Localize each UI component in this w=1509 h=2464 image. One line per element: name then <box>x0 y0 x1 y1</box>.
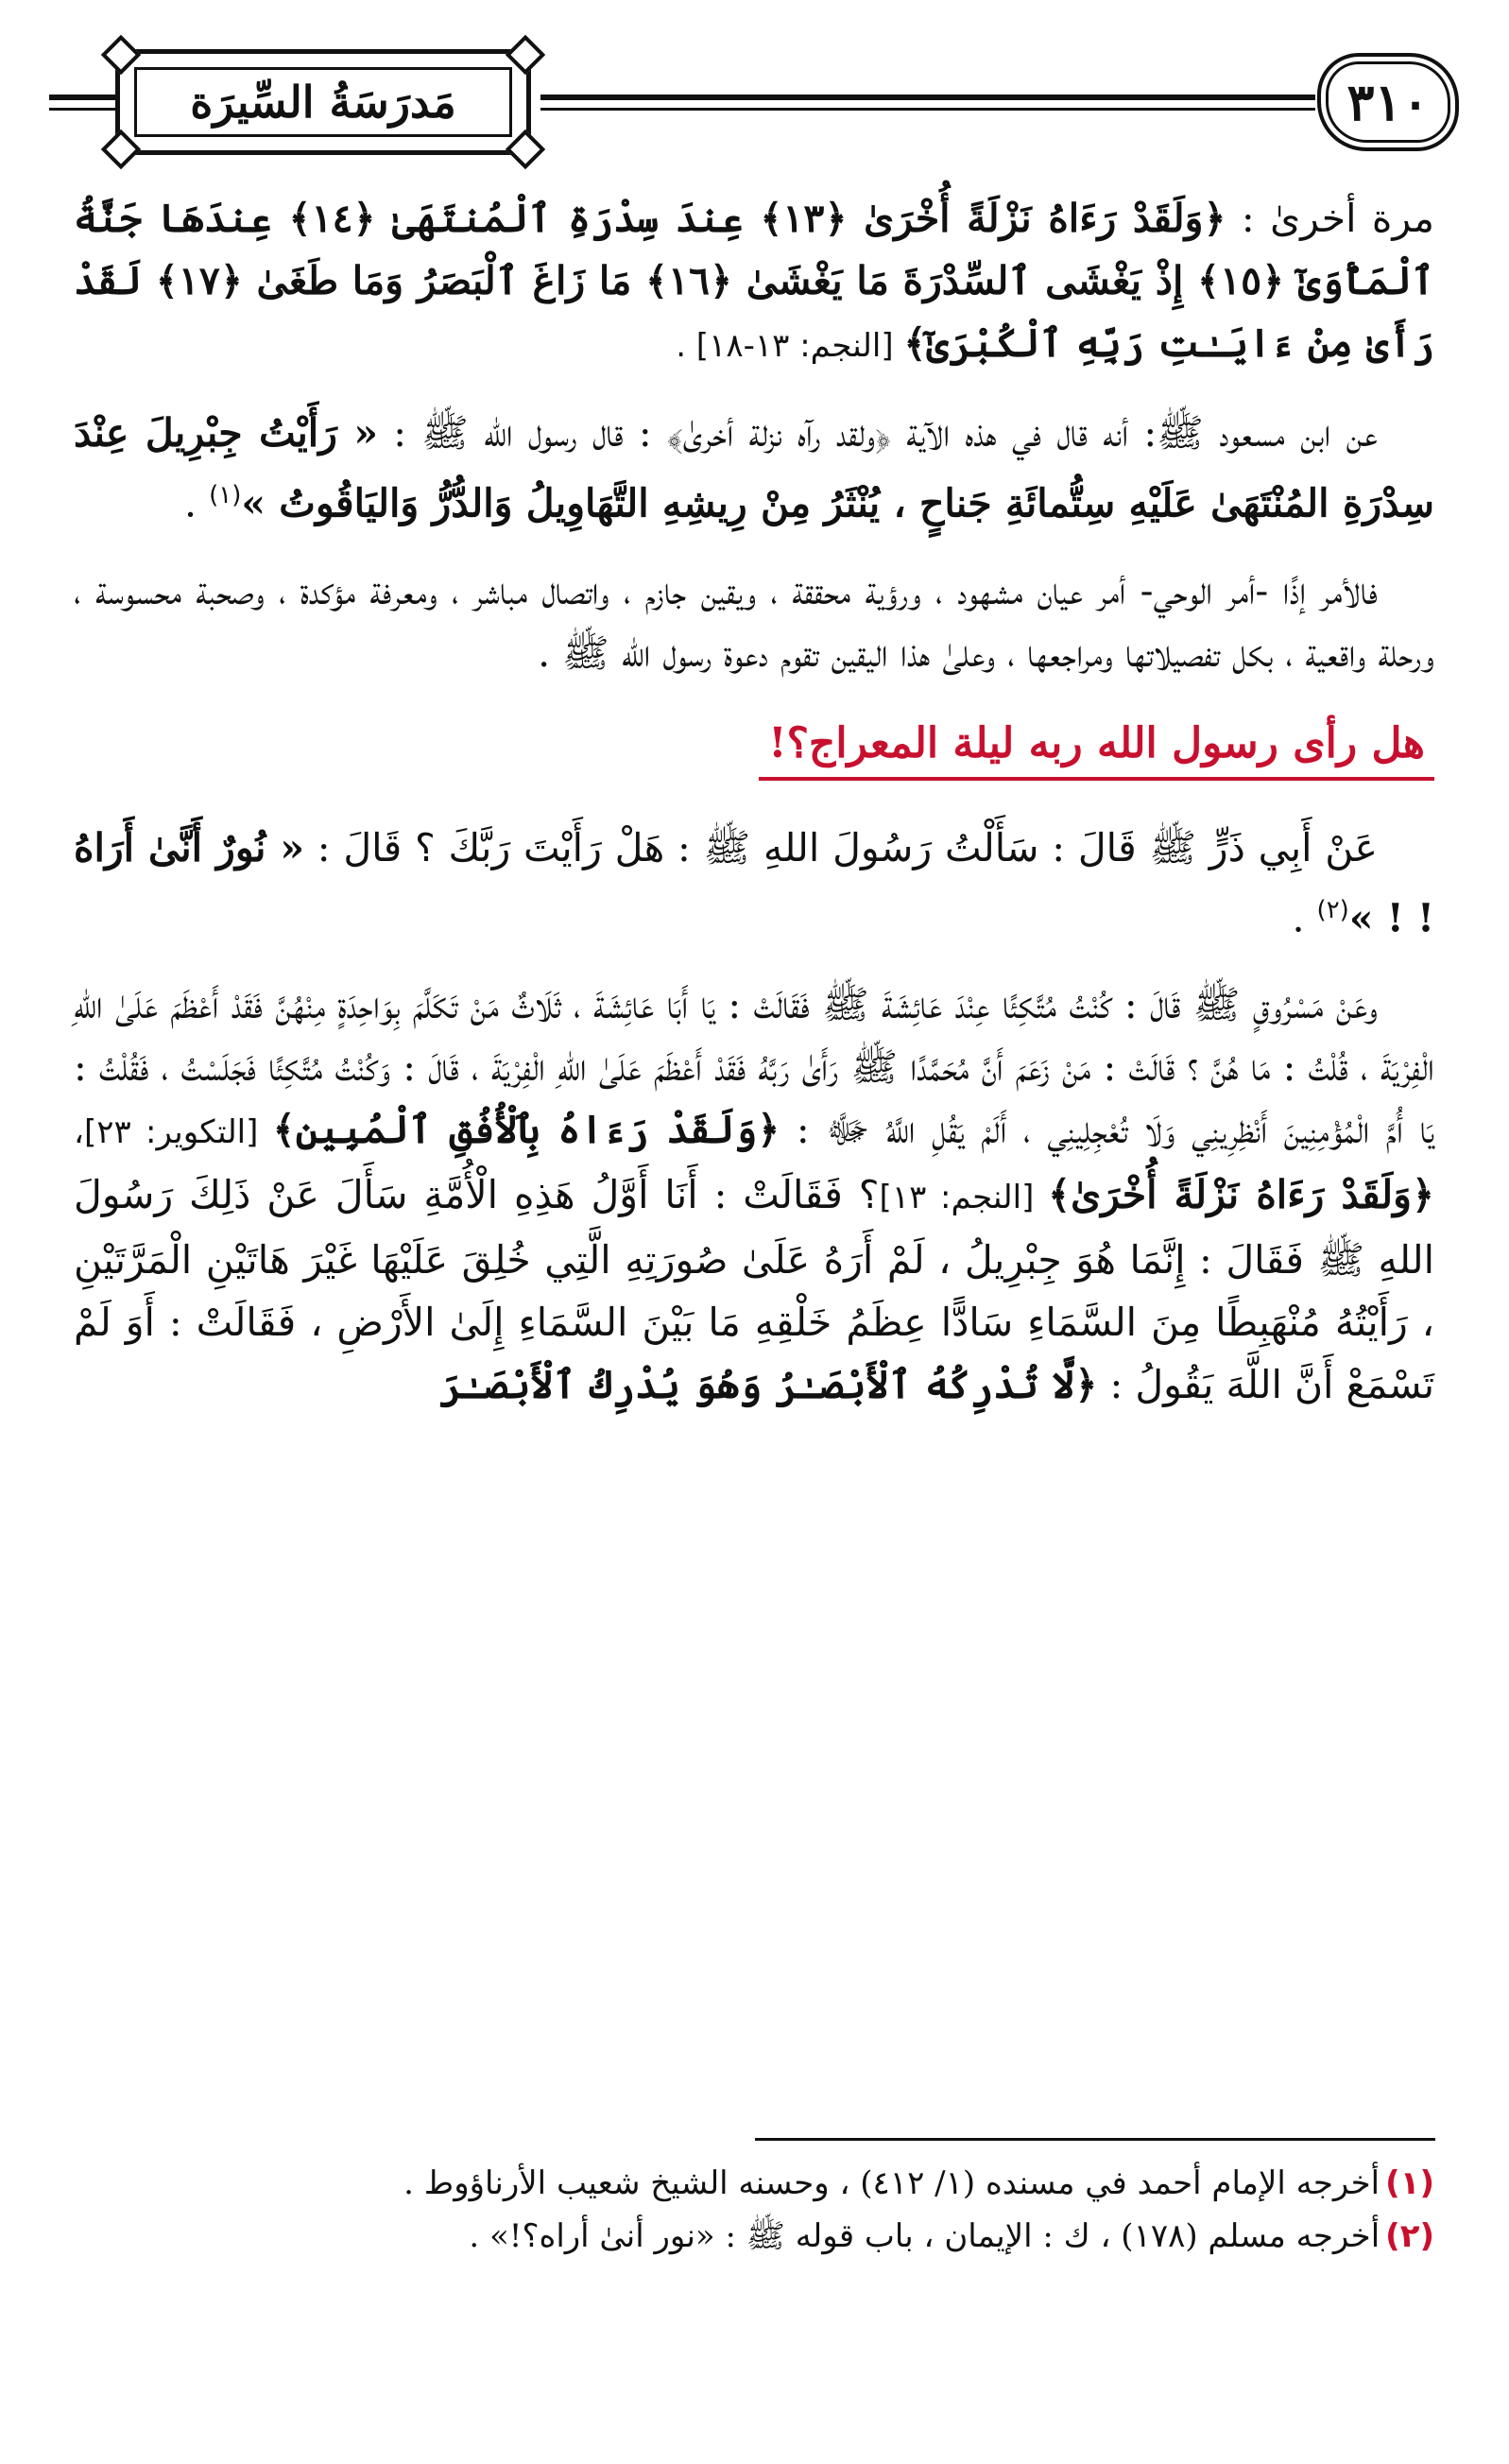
footnote-marker[interactable]: (٢) <box>1316 895 1349 924</box>
text-run: مرة أخرىٰ : <box>1226 196 1434 241</box>
book-title-frame <box>115 49 531 155</box>
quran-verse: ﴿لَّا تُدْرِكُهُ ٱلْأَبْصَـٰرُ وَهُوَ يُدْرِكُ ٱلْأَبْصَـٰرَ <box>439 1362 1098 1408</box>
verse-reference: [النجم: ١٣] <box>879 1179 1049 1217</box>
paragraph-conclusion: فالأمر إذًا -أمر الوحي- أمر عيان مشهود ، ورؤية محققة ، ويقين جازم ، واتصال مباشر ، ومعرفة مؤكدة ، وصحبة محسوسة ، ورحلة واقعية ، بكل تفصيلاتها ومراجعها ، وعلىٰ هذا اليقين تقوم دعوة رسول الله ﷺ . <box>74 567 1434 676</box>
book-title: مَدرَسَةُ السِّيرَة <box>134 67 512 137</box>
hadith-text: « نُورٌ أَنَّىٰ أَرَاهُ ! ! » <box>74 824 1434 941</box>
paragraph-abu-dharr <box>74 817 1434 950</box>
footnote-number: (١) <box>1385 2164 1434 2202</box>
text-run: عن ابن مسعود ﷺ: أنه قال في هذه الآية ﴿ولقد رآه نزلة أخرىٰ﴾ : قال رسول الله ﷺ : <box>378 410 1379 456</box>
verse-reference: [التكوير: ٢٣]، <box>74 1113 273 1152</box>
header-rule-left-top <box>49 95 115 100</box>
paragraph-ibn-masud <box>74 402 1434 535</box>
text-run: ؟ فَقَالَتْ : أَنَا أَوَّلُ هَذِهِ الْأُمَّةِ سَأَلَ عَنْ ذَلِكَ رَسُولَ اللهِ ﷺ فَقَالَ : إِنَّمَا هُوَ جِبْرِيلُ ، لَمْ أَرَهُ عَلَىٰ صُورَتِهِ الَّتِي خُلِقَ عَلَيْهَا غَيْرَ هَاتَيْنِ الْمَرَّتَيْنِ ، رَأَيْتُهُ مُنْهَبِطًا مِنَ السَّمَاءِ سَادًّا عِظَمُ خَلْقِهِ مَا بَيْنَ السَّمَاءِ إِلَىٰ الأَرْضِ ، فَقَالَتْ : أَوَ لَمْ تَسْمَعْ أَنَّ اللَّهَ يَقُولُ : <box>74 1172 1434 1408</box>
footnote-number: (٢) <box>1385 2217 1434 2255</box>
footnote-text: أخرجه مسلم (١٧٨) ، ك : الإيمان ، باب قوله ﷺ : «نور أنىٰ أراه؟!» . <box>469 2217 1380 2255</box>
text-run: . <box>1292 895 1317 941</box>
header-rule-top <box>540 95 1315 100</box>
section-heading: هل رأى رسول الله ربه ليلة المعراج؟! <box>759 713 1434 781</box>
verse-reference: [النجم: ١٣-١٨] . <box>676 327 904 365</box>
footnote-item <box>74 2157 1434 2210</box>
quran-verse: ﴿وَلَقَدْ رَءَاهُ نَزْلَةً أُخْرَىٰ﴾ <box>1048 1172 1434 1218</box>
footnotes <box>74 2157 1434 2263</box>
text-run: عَنْ أَبِي ذَرٍّ ﷺ قَالَ : سَأَلْتُ رَسُولَ اللهِ ﷺ : هَلْ رَأَيْتَ رَبَّكَ ؟ قَالَ : <box>304 824 1378 870</box>
text-run: وعَنْ مَسْرُوقٍ ﷺ قَالَ : كُنْتُ مُتَّكِئًا عِنْدَ عَائِشَةَ ﷺ فَقَالَتْ : يَا أَبَا عَائِشَةَ ، ثَلَاثٌ مَنْ تَكَلَّمَ بِوَاحِدَةٍ مِنْهُنَّ فَقَدْ أَعْظَمَ عَلَىٰ اللهِ الْفِرْيَةَ ، قُلْتُ : مَا هُنَّ ؟ قَالَتْ : مَنْ زَعَمَ أَنَّ مُحَمَّدًا ﷺ رَأَىٰ رَبَّهُ فَقَدْ أَعْظَمَ عَلَىٰ اللهِ الْفِرْيَةَ ، قَالَ : وَكُنْتُ مُتَّكِئًا فَجَلَسْتُ ، فَقُلْتُ : يَا أُمَّ الْمُؤْمِنِينَ أَنْظِرِينِي وَلَا تُعْجِلِينِي ، أَلَمْ يَقُلِ اللَّهُ ﷻ : <box>74 982 1435 1153</box>
section-heading-wrap <box>74 709 1434 809</box>
paragraph-verses <box>74 187 1434 377</box>
footnote-marker[interactable]: (١) <box>209 481 242 509</box>
quran-verse: ﴿وَلَقَدْ رَءَاهُ بِٱلْأُفُقِ ٱلْمُبِينِ﴾ <box>272 1107 780 1153</box>
main-text <box>74 187 1434 1440</box>
quran-verse: ﴿وَلَقَدْ رَءَاهُ نَزْلَةً أُخْرَىٰ ﴿١٣﴾ عِندَ سِدْرَةِ ٱلْمُنتَهَىٰ ﴿١٤﴾ عِندَهَا جَنَّةُ ٱلْمَأْوَىٰٓ ﴿١٥﴾ إِذْ يَغْشَى ٱلسِّدْرَةَ مَا يَغْشَىٰ ﴿١٦﴾ مَا زَاغَ ٱلْبَصَرُ وَمَا طَغَىٰ ﴿١٧﴾ لَقَدْ رَأَىٰ مِنْ ءَايَـٰتِ رَبِّهِ ٱلْكُبْرَىٰٓ﴾ <box>74 196 1434 366</box>
header-rule-left-bottom <box>49 108 115 111</box>
footnote-item <box>74 2210 1434 2263</box>
text-run: . <box>184 480 210 526</box>
header-rule-bottom <box>540 108 1315 111</box>
footnote-divider <box>755 2138 1435 2141</box>
footnote-text: أخرجه الإمام أحمد في مسنده (١/ ٤١٢) ، وحسنه الشيخ شعيب الأرناؤوط . <box>403 2164 1380 2202</box>
paragraph-masruq <box>74 974 1434 1416</box>
page-header <box>49 49 1459 163</box>
page-number: ٣١٠ <box>1317 53 1459 151</box>
hadith-text: « رَأَيْتُ جِبْرِيلَ عِنْدَ سِدْرَةِ المُنْتَهَىٰ عَلَيْهِ سِتُّمائَةِ جَناحٍ ، يُنْثَرُ مِنْ رِيشِهِ التَّهَاوِيلُ وَالدُّرُّ وَاليَاقُوتُ » <box>74 410 1434 526</box>
